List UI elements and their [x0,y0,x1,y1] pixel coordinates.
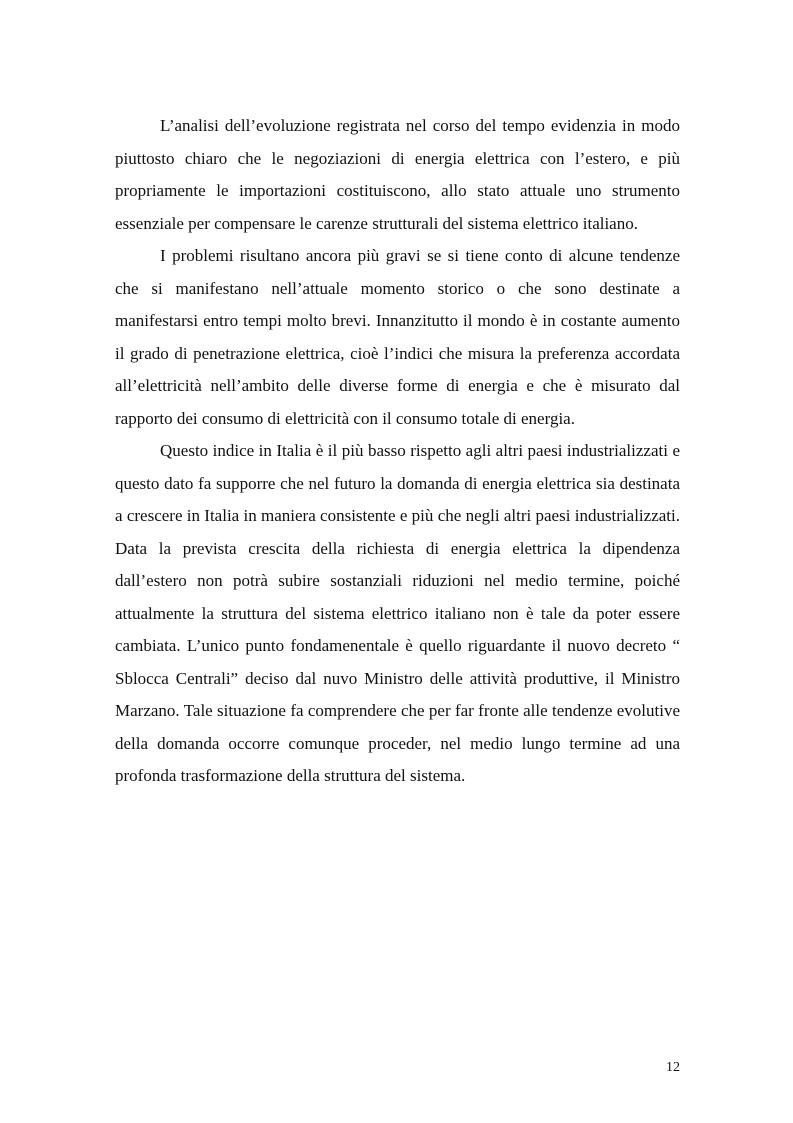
paragraph-1: L’analisi dell’evoluzione registrata nel corso del tempo evidenzia in modo piuttosto chiaro che le negoziazioni di energia elettrica con l’estero, e più propriamente le importazioni costituiscono, allo stato attuale uno strumento essenziale per compensare le carenze strutturali del sistema elettrico italiano. [115,116,680,233]
page-number: 12 [666,1060,680,1075]
paragraph-3: Questo indice in Italia è il più basso rispetto agli altri paesi industrializzati e questo dato fa supporre che nel futuro la domanda di energia elettrica sia destinata a crescere in Italia in maniera consistente e più che negli altri paesi industrializzati. Data la prevista crescita della richiesta di energia elettrica la dipendenza dall’estero non potrà subire sostanziali riduzioni nel medio termine, poiché attualmente la struttura del sistema elettrico italiano non è tale da poter essere cambiata. L’unico punto fondamenentale è quello riguardante il nuovo decreto “ Sblocca Centrali” deciso dal nuvo Ministro delle attività produttive, il Ministro Marzano. Tale situazione fa comprendere che per far fronte alle tendenze evolutive della domanda occorre comunque proceder, nel medio lungo termine ad una profonda trasformazione della struttura del sistema. [115,441,680,785]
body-text [115,110,680,793]
paragraph-2: I problemi risultano ancora più gravi se si tiene conto di alcune tendenze che si manifestano nell’attuale momento storico o che sono destinate a manifestarsi entro tempi molto brevi. Innanzitutto il mondo è in costante aumento il grado di penetrazione elettrica, cioè l’indici che misura la preferenza accordata all’elettricità nell’ambito delle diverse forme di energia e che è misurato dal rapporto dei consumo di elettricità con il consumo totale di energia. [115,246,680,428]
